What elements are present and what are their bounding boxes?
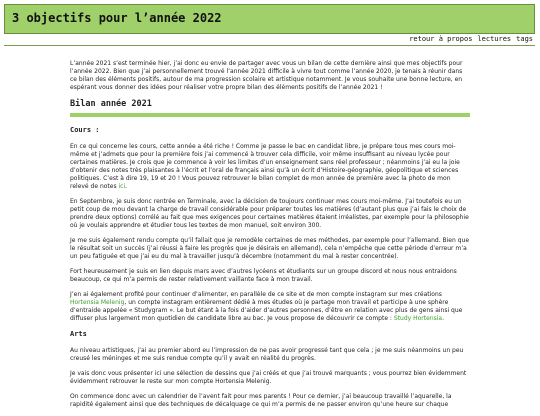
hortensia-melenig-link[interactable]: Hortensia Melenig [70,299,125,306]
article-body [70,60,470,416]
nav-links [404,34,533,44]
subheading-cours: Cours : [70,126,100,134]
nav-link-lectures[interactable]: lectures [477,35,512,43]
cours-p5-end: . [442,315,445,322]
nav-link-retour-a-propos[interactable]: retour à propos [409,35,473,43]
cours-p1-end: . [125,183,128,190]
cours-paragraph-3: Je me suis également rendu compte qu’il fallait que je remodèle certaines de mes méthodes, par exemple pour l’allemand. Bien que le résultat soit un succès (j’ai réussi à faire les progrès que je désirais en allemand), cela n’empêche que cette période d’erreur m’a un peu fatiguée et que j’ai eu du mal à travailler jusqu’à décembre (notamment du mal à rester concentrée). [70,237,470,260]
cours-p5-text: J’en ai également profité pour continuer d’alimenter, en parallèle de ce site et de mon compte instagram sur mes créations [70,291,442,298]
releve-notes-link[interactable]: ici [118,183,126,190]
cours-paragraph-5 [70,291,470,323]
cours-p5-mid: , un compte instagram entièrement dédié à mes études où je partage mon travail et participe à une sphère d’entraide appelée « Studygram ». Le but étant à la fois d’aider d’autres personnes, d’être en relation avec plus de gens ainsi que diffuser plus largement mon quotidien de candidate libre au bac. Je vous propose de découvrir ce compte : [70,299,463,322]
arts-paragraph-2: Je vais donc vous présenter ici une sélection de dessins que j’ai créés et que j’ai trouvé marquants ; vous pourrez bien évidemment évidemment retrouver le reste sur mon compte Hortensia Melenig. [70,370,467,385]
nav-bar [4,34,535,46]
site-header [4,4,535,34]
cours-paragraph-1 [70,143,470,191]
study-hortensia-link[interactable]: Study Hortensia [393,315,443,322]
cours-paragraph-2: En Septembre, je suis donc rentrée en Terminale, avec la décision de toujours continuer mes cours moi-même. J’ai toutefois eu un petit coup de mou devant la charge de travail considérable pour préparer toutes les matières (d’autant plus que j’ai fais le choix de prendre deux options) corrélé au fait que mes exigences pour certaines matières étaient irréalistes, par exemple pour la philosophie où je voulais apprendre et étudier tous les textes de mon manuel, soit environ 300. [70,198,469,229]
section-heading-bilan: Bilan année 2021 [70,99,470,117]
page-title: 3 objectifs pour l’année 2022 [12,11,222,25]
arts-paragraph-1: Au niveau artistiques, j’ai au premier abord eu l’impression de ne pas avoir progressé tant que cela ; je me suis néanmoins un peu creusé les méninges et me suis rendue compte qu’il y avait en réalité du progrès. [70,347,464,362]
cours-p1-text: En ce qui concerne les cours, cette année a été riche ! Comme je passe le bac en candidat libre, je prépare tous mes cours moi-même et j’admets que pour la première fois j’ai commencé à trouver cela difficile, voir même insuffisant au niveau lycée pour certaines matières. Je crois que je commence à voir les limites d’un enseignement sans réel professeur ; néanmoins j’ai eu la joie d’obtenir des notes très plaisantes à l’écrit et l’oral de français ainsi qu’à un écrit d’Histoire-géographie, géopolitique et sciences politiques. C’est à dire 19, 19 et 20 ! Vous pouvez retrouver le bilan complet de mon année de première avec la photo de mon relevé de notes [70,143,460,190]
intro-paragraph: L’année 2021 s’est terminée hier, j’ai donc eu envie de partager avec vous un bilan de cette dernière ainsi que mes objectifs pour l’année 2022. Bien que j’ai personnellement trouvé l’année 2021 difficile à vivre tout comme l’année 2020, je tenais à réunir dans ce bilan des éléments positifs, autour de ma progression scolaire et artistique notamment. Je vous souhaite une bonne lecture, en espérant vous donner des idées pour réaliser votre propre bilan des éléments positifs de l’année 2021 ! [70,60,463,91]
subheading-arts: Arts [70,330,87,338]
nav-link-tags[interactable]: tags [516,35,533,43]
cours-paragraph-4: Fort heureusement je suis en lien depuis mars avec d’autres lycéens et étudiants sur un groupe discord et nous nous entraidons beaucoup, ce qui m’a permis de rester relativement vaillante face à mon travail. [70,268,457,283]
arts-paragraph-3: On commence donc avec un calendrier de l’avent fait pour mes parents ! Pour ce dernier, j’ai beaucoup travaillé l’aquarelle, la rapidité également ainsi que des techniques de décalquage ce qui m’a permis de ne passer environ qu’une heure sur chaque [70,393,452,408]
